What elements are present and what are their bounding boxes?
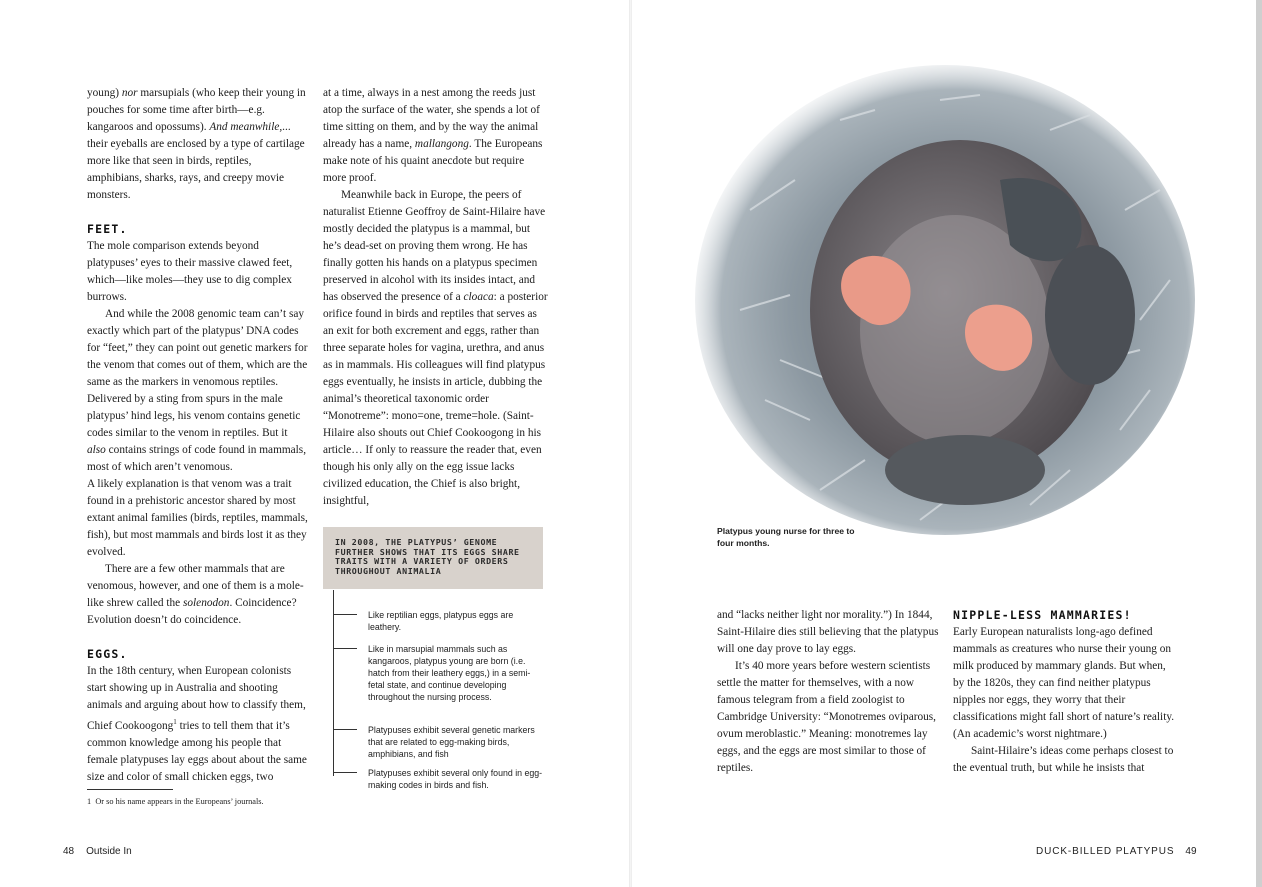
footnote-text: Or so his name appears in the Europeans’ journals. [95, 797, 264, 806]
timeline-item-text: Platypuses exhibit several genetic markers that are related to egg-making birds, amphibians, and fish [368, 725, 535, 759]
footnote-number: 1 [87, 797, 92, 806]
page-edge [1256, 0, 1262, 887]
footnote-marker: 1 [173, 718, 177, 726]
platypus-nest-illustration [670, 60, 1210, 555]
text-run: In the 18th century, when European colonists start showing up in Australia and shooting animals and arguing about how to classify them, Chief Cookoogong [87, 665, 306, 732]
timeline-item [333, 643, 545, 703]
figure-caption: Platypus young nurse for three to four months. [717, 526, 855, 548]
text-run: at a time, always in a nest among the reeds just atop the surface of the water, she spends a lot of time sitting on them, and by the way the animal already has a name, [323, 87, 540, 150]
text-run: marsupials (who keep their young in pouches for some time after birth—e.g. kangaroos and opossums). [87, 87, 306, 133]
timeline-item [333, 609, 545, 633]
timeline-item-text: Platypuses exhibit several only found in egg-making codes in birds and fish. [368, 768, 543, 790]
paragraph [323, 85, 548, 187]
paragraph: It’s 40 more years before western scientists settle the matter for themselves, with a now famous telegram from a field zoologist to Cambridge University: “Monotremes oviparous, ovum meroblastic.” Meaning: monotremes lay eggs, and the eggs are most similar to those of reptiles. [717, 660, 936, 774]
italic-text: solenodon [183, 597, 230, 609]
section-heading-eggs: EGGS. [87, 647, 128, 661]
paragraph: The mole comparison extends beyond platypuses’ eyes to their massive clawed feet, which—like moles—they use to dig complex burrows. [87, 240, 293, 303]
timeline-tick [333, 648, 357, 649]
paragraph [87, 306, 309, 476]
timeline-item-text: Like reptilian eggs, platypus eggs are leathery. [368, 610, 514, 632]
text-run: . The Europeans make note of his quaint anecdote but require more proof. [323, 138, 543, 184]
timeline-item [333, 724, 545, 760]
running-head: Outside In [86, 846, 132, 857]
timeline-item [333, 767, 545, 791]
text-run: young) [87, 87, 122, 99]
italic-text: also [87, 444, 106, 456]
platypus-foot [885, 435, 1045, 505]
text-run: . Coincidence? Evolution doesn’t do coincidence. [87, 597, 297, 626]
callout-text: IN 2008, THE PLATYPUS’ GENOME FURTHER SHOWS THAT ITS EGGS SHARE TRAITS WITH A VARIETY OF ORDERS THROUGHOUT ANIMALIA [335, 537, 520, 576]
text-run: tries to tell them that it’s common knowledge among his people that female platypuses lay eggs about about the same size and color of small chicken eggs, two [87, 719, 307, 783]
book-gutter [629, 0, 632, 887]
footnote [87, 796, 337, 807]
folio-right [1036, 846, 1197, 857]
italic-text: mallangong [414, 138, 469, 150]
text-run: contains strings of code found in mammals, most of which aren’t venomous. [87, 444, 307, 473]
italic-text: And meanwhile, [209, 121, 283, 133]
callout-box [323, 527, 543, 589]
text-column-2 [323, 85, 548, 510]
section-heading-nipple-less: NIPPLE-LESS MAMMARIES! [953, 608, 1132, 622]
text-column-4 [953, 607, 1175, 777]
paragraph [87, 85, 309, 204]
italic-text: nor [121, 87, 138, 99]
folio-left [63, 846, 132, 857]
paragraph [87, 663, 309, 786]
paragraph: A likely explanation is that venom was a trait found in a prehistoric ancestor shared by most extant animal families (birds, reptiles, mammals, fish), but most mammals and birds lost it as they evolved. [87, 478, 308, 558]
section-heading-feet: FEET. [87, 222, 128, 236]
paragraph [323, 187, 548, 510]
paragraph: Early European naturalists long-ago defined mammals as creatures who nurse their young on milk produced by mammary glands. But when, by the 1820s, they can find neither platypus nipples nor eggs, they worry that their classifications might fall short of nature’s reality. (An academic’s worst nightmare.) [953, 626, 1175, 740]
platypus-tail [1045, 245, 1135, 385]
paragraph [87, 561, 309, 629]
timeline-tick [333, 729, 357, 730]
running-head: DUCK-BILLED PLATYPUS [1036, 846, 1175, 857]
text-run: Meanwhile back in Europe, the peers of naturalist Etienne Geoffroy de Saint-Hilaire have mostly decided the platypus is a mammal, but he’s dead-set on proving them wrong. He has finally gotten his hands on a platypus specimen preserved in alcohol with its insides intact, and has observed the presence of a [323, 189, 546, 303]
timeline-tick [333, 614, 357, 615]
page-number: 48 [63, 846, 75, 857]
timeline-item-text: Like in marsupial mammals such as kangaroos, platypus young are born (i.e. hatch from their leathery eggs,) in a semi-fetal state, and continue developing throughout the nursing process. [368, 644, 531, 702]
text-run: There are a few other mammals that are venomous, however, and one of them is a mole-like shrew called the [87, 563, 304, 609]
timeline-tick [333, 772, 357, 773]
text-column-1 [87, 85, 309, 786]
paragraph: and “lacks neither light nor morality.”) In 1844, Saint-Hilaire dies still believing that the platypus will one day prove to lay eggs. [717, 609, 939, 655]
text-column-3 [717, 607, 939, 777]
paragraph: Saint-Hilaire’s ideas come perhaps closest to the eventual truth, but while he insists that [953, 745, 1174, 774]
page-number: 49 [1185, 846, 1197, 857]
text-run: ... their eyeballs are enclosed by a type of cartilage more like that seen in birds, reptiles, amphibians, sharks, rays, and creepy movie monsters. [87, 121, 305, 201]
text-run: And while the 2008 genomic team can’t say exactly which part of the platypus’ DNA codes for “feet,” they can point out genetic markers for the venom that comes out of them, which are the same as the markers in venomous reptiles. Delivered by a sting from spurs in the male platypus’ hind legs, his venom contains genetic codes similar to the venom in reptiles. But it [87, 308, 308, 439]
footnote-rule [87, 789, 173, 790]
italic-text: cloaca [463, 291, 494, 303]
text-run: : a posterior orifice found in birds and reptiles that serves as an exit for both excrement and eggs, rather than three separate holes for vagina, urethra, and anus as in mammals. His colleagues will find platypus eggs eventually, he insists in article, dubbing the animal’s theoretical taxonomic order “Monotreme”: mono=one, treme=hole. (Saint-Hilaire also shouts out Chief Cookoogong in his article… If only to reassure the reader that, even though his only ally on the egg issue lacks civilized education, the Chief is also bright, insightful, [323, 291, 548, 507]
